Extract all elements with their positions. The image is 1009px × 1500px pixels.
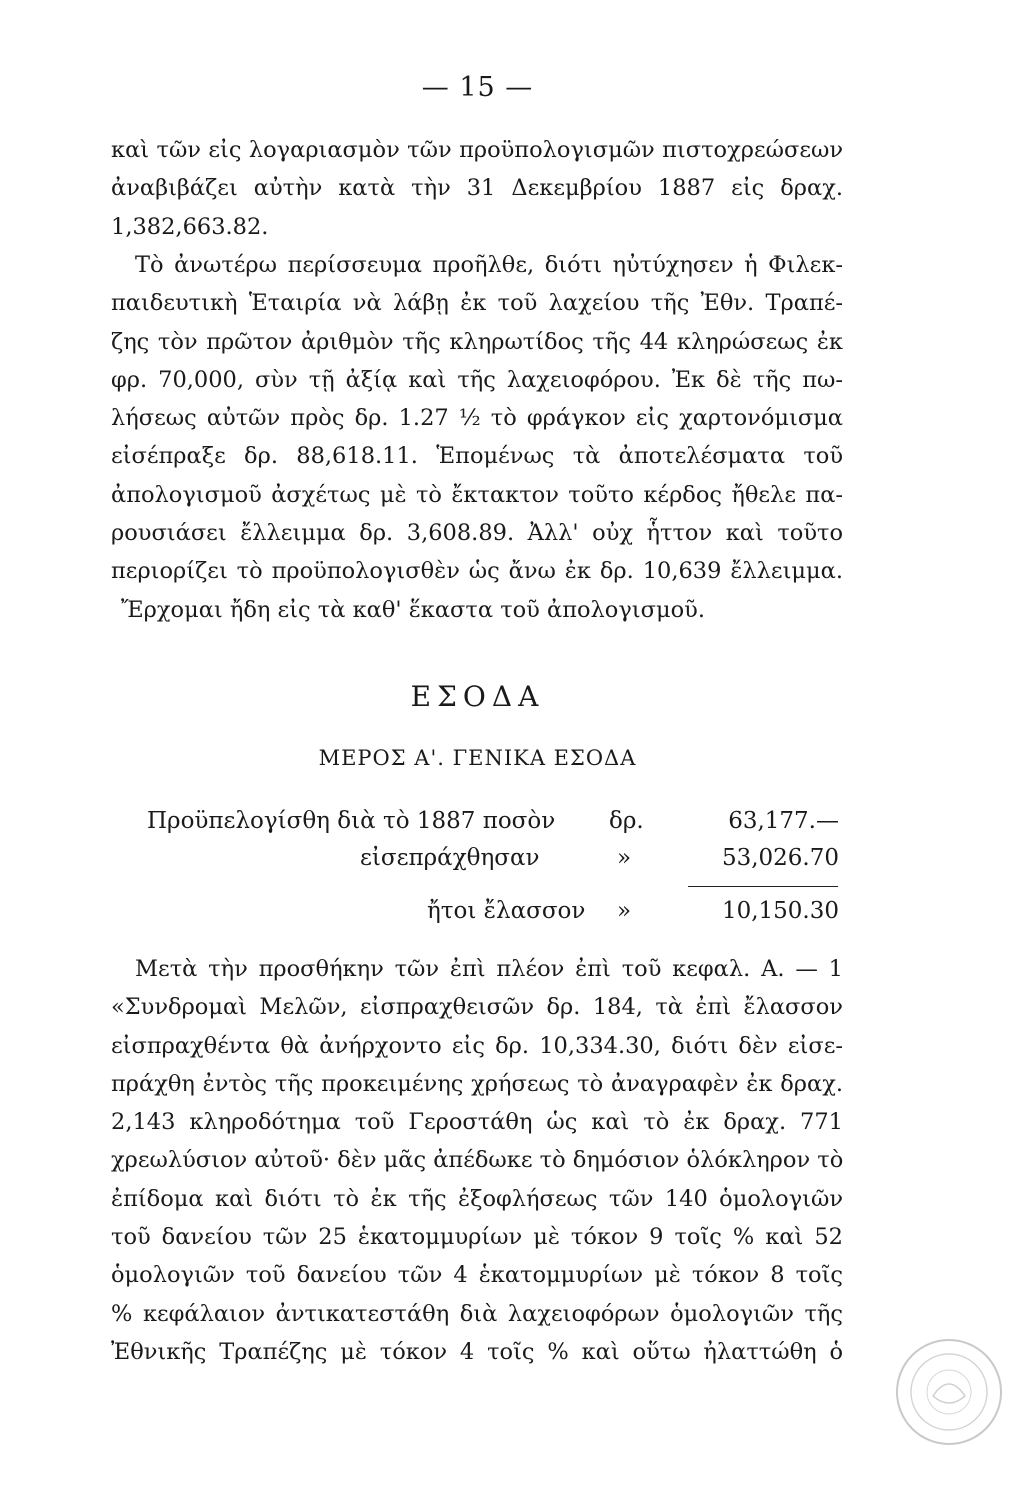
main-line: εἰσέπραξε δρ. 88,618.11. Ἑπομένως τὰ ἀποτελέσματα τοῦ (111, 443, 843, 470)
main-line: περιορίζει τὸ προϋπολογισθὲν ὡς ἄνω ἐκ δρ. 10,639 ἔλλειμμα. (111, 558, 843, 585)
final-line: Μετὰ τὴν προσθήκην τῶν ἐπὶ πλέον ἐπὶ τοῦ κεφαλ. Α. — 1 (135, 956, 843, 982)
closing-line: Ἔρχομαι ἤδη εἰς τὰ καθ' ἕκαστα τοῦ ἀπολογισμοῦ. (121, 597, 705, 623)
row-unit: » (617, 898, 632, 924)
main-paragraph (111, 246, 843, 591)
main-line: φρ. 70,000, σὺν τῇ ἀξίᾳ καὶ τῆς λαχειοφόρου. Ἐκ δὲ τῆς πω- (111, 366, 843, 393)
intro-line: καὶ τῶν εἰς λογαριασμὸν τῶν προϋπολογισμῶν πιστοχρεώσεων (111, 137, 843, 163)
row-unit: » (617, 845, 632, 871)
part-title: ΜΕΡΟΣ Α'. ΓΕΝΙΚΑ ΕΣΟΔΑ (318, 746, 637, 770)
table-row (0, 845, 1009, 879)
intro-paragraph (111, 131, 843, 246)
final-line: πράχθη ἐντὸς τῆς προκειμένης χρήσεως τὸ ἀναγραφὲν ἐκ δραχ. (111, 1070, 843, 1097)
intro-line: ἀναβιβάζει αὐτὴν κατὰ τὴν 31 Δεκεμβρίου 1887 εἰς δραχ. (111, 175, 843, 202)
final-line: 2,143 κληροδότημα τοῦ Γεροστάθη ὡς καὶ τὸ ἐκ δραχ. 771 (111, 1109, 843, 1136)
main-line: ρουσιάσει ἔλλειμμα δρ. 3,608.89. Ἀλλ' οὐχ ἧττον καὶ τοῦτο (111, 520, 843, 547)
final-line: Ἐθνικῆς Τραπέζης μὲ τόκον 4 τοῖς % καὶ οὕτω ἠλαττώθη ὁ (111, 1338, 843, 1365)
final-line: «Συνδρομαὶ Μελῶν, εἰσπραχθεισῶν δρ. 184, τὰ ἐπὶ ἔλασσον (111, 994, 843, 1021)
final-line: ὁμολογιῶν τοῦ δανείου τῶν 4 ἑκατομμυρίων μὲ τόκον 8 τοῖς (111, 1262, 843, 1289)
final-line: χρεωλύσιον αὐτοῦ· δὲν μᾶς ἀπέδωκε τὸ δημόσιον ὁλόκληρον τὸ (111, 1147, 843, 1174)
table-row (0, 808, 1009, 842)
final-line: ἐπίδομα καὶ διότι τὸ ἐκ τῆς ἐξοφλήσεως τῶν 140 ὁμολογιῶν (111, 1185, 843, 1212)
row-unit: δρ. (609, 808, 644, 834)
row-label: εἰσεπράχθησαν (360, 845, 540, 871)
main-line: λήσεως αὐτῶν πρὸς δρ. 1.27 ½ τὸ φράγκον εἰς χαρτονόμισμα (111, 405, 843, 432)
intro-line: 1,382,663.82. (111, 213, 269, 240)
table-row (0, 898, 1009, 932)
final-line: % κεφάλαιον ἀντικατεστάθη διὰ λαχειοφόρων ὁμολογιῶν τῆς (111, 1300, 843, 1327)
section-title: ΕΣΟΔΑ (410, 680, 545, 713)
closing-paragraph (111, 591, 843, 629)
row-amount: 53,026.70 (721, 845, 839, 871)
main-line: ἀπολογισμοῦ ἀσχέτως μὲ τὸ ἔκτακτον τοῦτο κέρδος ἤθελε πα- (111, 481, 843, 508)
row-label: ἤτοι ἔλασσον (427, 898, 586, 924)
final-paragraph (111, 950, 843, 1371)
row-label: Προϋπελογίσθη διὰ τὸ 1887 ποσὸν (147, 808, 556, 834)
library-seal-watermark (893, 1336, 1005, 1448)
final-line: εἰσπραχθέντα θὰ ἀνήρχοντο εἰς δρ. 10,334.30, διότι δὲν εἰσε- (111, 1032, 843, 1059)
main-line: Τὸ ἀνωτέρω περίσσευμα προῆλθε, διότι ηὐτύχησεν ἡ Φιλεκ- (135, 252, 843, 278)
main-line: παιδευτικὴ Ἑταιρία νὰ λάβῃ ἐκ τοῦ λαχείου τῆς Ἐθν. Τραπέ- (111, 290, 843, 317)
row-amount: 10,150.30 (721, 898, 839, 924)
sum-rule (688, 886, 838, 887)
page-number: — 15 — (421, 72, 534, 103)
row-amount: 63,177.— (728, 808, 839, 834)
main-line: ζης τὸν πρῶτον ἀριθμὸν τῆς κληρωτίδος τῆς 44 κληρώσεως ἐκ (111, 328, 843, 355)
final-line: τοῦ δανείου τῶν 25 ἑκατομμυρίων μὲ τόκον 9 τοῖς % καὶ 52 (111, 1224, 843, 1251)
